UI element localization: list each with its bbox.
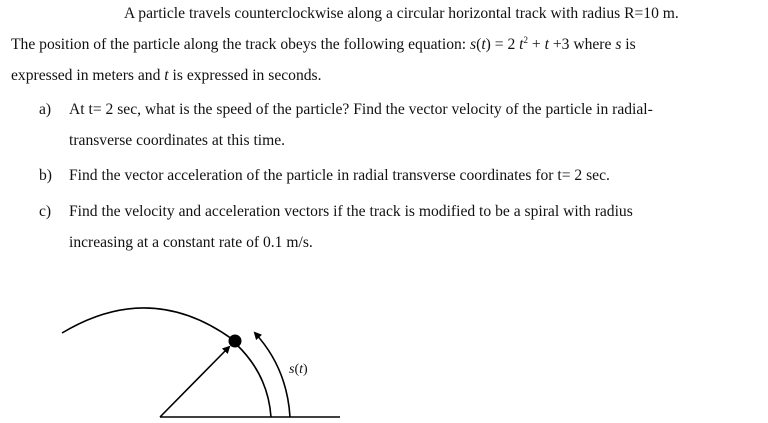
- equation-t-squared: t: [519, 36, 524, 53]
- part-a-marker: a): [39, 101, 52, 118]
- particle-dot: [229, 335, 242, 348]
- part-c-line-2: increasing at a constant rate of 0.1 m/s.: [69, 234, 313, 251]
- part-c-marker: c): [39, 203, 52, 220]
- equation-arg: (t): [476, 36, 491, 53]
- equation-t: t: [544, 36, 549, 53]
- equation-tail: +3 where: [548, 36, 616, 53]
- arc-length-label: s(t): [289, 362, 308, 377]
- arc-label-t: t: [299, 362, 304, 377]
- intro-t-var: t: [164, 67, 169, 84]
- equation-equals: = 2: [490, 36, 520, 53]
- intro-text-3-suffix: is expressed in seconds.: [168, 67, 322, 84]
- part-b-line-1: Find the vector acceleration of the particle in radial transverse coordinates for t= 2 sec.: [69, 167, 610, 184]
- equation-s: s: [470, 36, 477, 53]
- equation-plus: +: [528, 36, 545, 53]
- equation-is: is: [621, 36, 636, 53]
- part-a-line-1: At t= 2 sec, what is the speed of the particle? Find the vector velocity of the particle in radial-: [69, 101, 653, 118]
- intro-text-1: A particle travels counterclockwise along a circular horizontal track with radius R=10 m.: [124, 5, 679, 22]
- equation-s-var: s: [615, 36, 622, 53]
- part-c-line-1: Find the velocity and acceleration vectors if the track is modified to be a spiral with radius: [69, 203, 633, 220]
- equation-exponent: 2: [523, 35, 528, 45]
- part-b-marker: b): [39, 167, 52, 184]
- inner-arc: [237, 345, 271, 417]
- equation-arg-t: t: [481, 36, 486, 53]
- part-a-line-2: transverse coordinates at this time.: [69, 132, 286, 149]
- arc-label-s: s: [289, 362, 295, 377]
- intro-text-3: expressed in meters and: [11, 67, 165, 84]
- position-vector-arrow: [160, 347, 229, 417]
- intro-text-2: The position of the particle along the track obeys the following equation:: [11, 36, 471, 53]
- track-arc: [62, 308, 232, 339]
